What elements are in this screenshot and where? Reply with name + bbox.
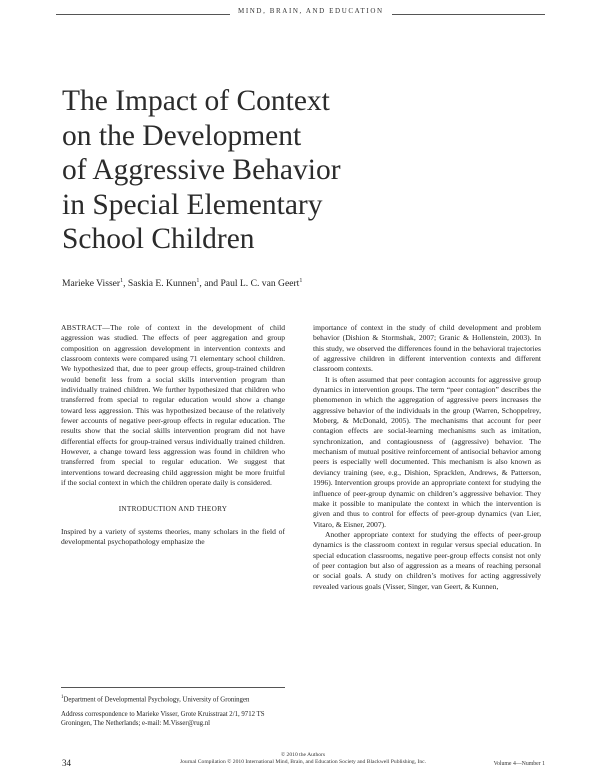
intro-paragraph: Inspired by a variety of systems theories, many scholars in the field of developmental psychopathology emphasize the — [61, 526, 285, 547]
author-affiliation-marker: 1 — [120, 278, 124, 284]
right-column — [313, 323, 541, 592]
title-line: in Special Elementary — [62, 188, 323, 221]
journal-name: MIND, BRAIN, AND EDUCATION — [230, 7, 392, 15]
page-number: 34 — [62, 758, 71, 768]
section-heading: INTRODUCTION AND THEORY — [118, 504, 228, 513]
abstract-text: The role of context in the development of child aggression was studied. The effects of peer aggregation and group composition on aggression development in intervention contexts and classroom contexts were compared using 71 elementary school children. We hypothesized that, due to peer group effects, group-trained children would benefit less from a social skills intervention program than individually trained children. We further hypothesized that children who transferred from special to regular education would show a change toward less aggression. This was hypothesized because of the relatively fewer accounts of negative peer-group effects in regular education. The results show that the social skills intervention program did not have differential effects for group-trained versus individually trained children. However, a change toward less aggression was found in children who transferred from special to regular education. We suggest that interventions toward decreasing child aggression might be more fruitful if the social context in which the children operate daily is considered. — [61, 323, 285, 488]
author-list — [62, 278, 302, 289]
copyright-notice — [148, 752, 458, 767]
copyright-line: Journal Compilation © 2010 International Mind, Brain, and Education Society and Blackwell Publishing, Inc. — [179, 759, 427, 766]
footnote-marker: 1 — [61, 695, 64, 700]
volume-info: Volume 4—Number 1 — [493, 761, 545, 767]
author-name: Paul L. C. van Geert — [220, 278, 300, 290]
footnote — [61, 693, 285, 734]
title-line: The Impact of Context — [62, 85, 330, 117]
footnote-address: Address correspondence to Marieke Visser, Grote Kruisstraat 2/1, 9712 TS Groningen, The Netherlands; e-mail: M.Visser@rug.nl — [61, 711, 265, 728]
author-separator: , and — [199, 278, 221, 290]
title-line: of Aggressive Behavior — [62, 154, 341, 186]
journal-header — [0, 0, 600, 26]
footnote-affiliation — [61, 693, 285, 704]
abstract-label: ABSTRACT— — [61, 323, 111, 332]
title-line: School Children — [62, 223, 255, 255]
article-title — [62, 84, 532, 257]
body-paragraph: It is often assumed that peer contagion accounts for aggressive group dynamics in intervention groups. The term “peer contagion” describes the phenomenon in which the aggregation of aggressive peers increases the aggressive behavior of the individuals in the group (Warren, Schoppelrey, Moberg, & McDonald, 2005). The mechanisms that account for peer contagion effects are social-learning mechanisms such as imitation, synchronization, and contagiousness of (aggressive) behavior. The mechanism of mutual positive reinforcement of antisocial behavior among peers is especially well documented. This mechanism is also known as deviancy training (see, e.g., Dishion, Spracklen, Andrews, & Patterson, 1996). Intervention groups provide an appropriate context for studying the influence of peer-group dynamic on children’s aggressive behavior. They make it possible to manipulate the context in which the intervention is given and thus to control for effects of peer-group dynamics (van Lier, Vitaro, & Eisner, 2007). — [313, 374, 541, 529]
author-name: Saskia E. Kunnen — [127, 278, 197, 290]
author-affiliation-marker: 1 — [299, 278, 303, 284]
title-line: on the Development — [62, 119, 302, 152]
footnote-rule — [61, 687, 285, 688]
copyright-line: © 2010 the Authors — [280, 752, 326, 758]
body-paragraph: Another appropriate context for studying the effects of peer-group dynamics is the classroom context in regular versus special education. In special education classrooms, negative peer-group effects consist not only of peer contagion but also of aggression as a means of reaching personal or social goals. A study on children’s motives for acting aggressively revealed various goals (Visser, Singer, van Geert, & Kunnen, — [313, 529, 541, 591]
body-paragraph: importance of context in the study of child development and problem behavior (Dishion & Stormshak, 2007; Granic & Hollenstein, 2003). In this study, we observed the differences found in the behavioral trajectories of aggressive children in different intervention contexts and different classroom contexts. — [313, 323, 541, 374]
page-footer — [0, 752, 600, 772]
abstract — [61, 323, 285, 489]
footnote-affiliation-text: Department of Developmental Psychology, University of Groningen — [63, 696, 250, 704]
author-name: Marieke Visser — [62, 278, 121, 290]
left-column — [61, 323, 285, 548]
author-separator: , — [123, 278, 128, 290]
author-affiliation-marker: 1 — [196, 278, 200, 284]
